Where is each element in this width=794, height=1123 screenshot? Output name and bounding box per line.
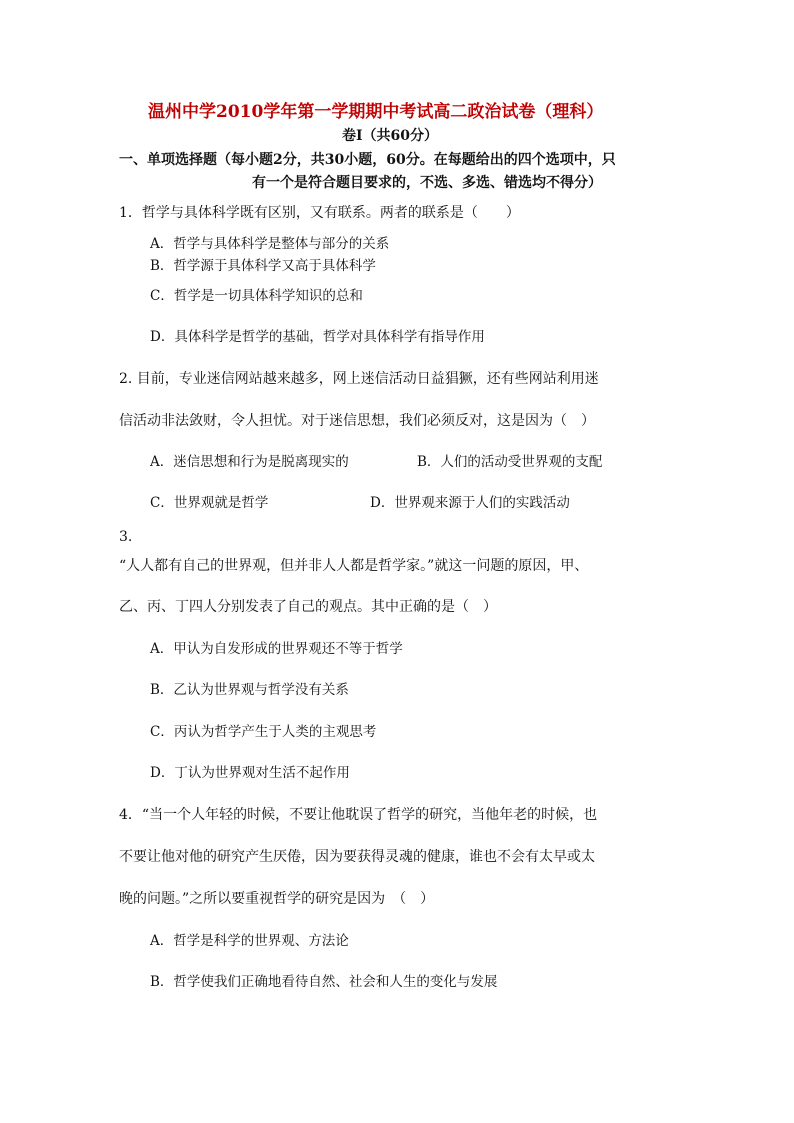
question-2-option-a: A．迷信思想和行为是脱离现实的: [150, 454, 349, 470]
question-3-number: 3.: [119, 529, 133, 545]
section-heading-line-1: 一、单项选择题（每小题2分，共30小题，60分。在每题给出的四个选项中，只: [119, 152, 616, 168]
question-2-option-d: D．世界观来源于人们的实践活动: [370, 495, 570, 511]
question-1-option-d: D．具体科学是哲学的基础，哲学对具体科学有指导作用: [150, 329, 485, 345]
question-4-stem-line-1: 4．“当一个人年轻的时候，不要让他耽误了哲学的研究，当他年老的时候，也: [119, 807, 598, 823]
question-2-stem-line-2: 信活动非法敛财，令人担忧。对于迷信思想，我们必须反对，这是因为（ ）: [119, 413, 595, 429]
question-3-option-d: D．丁认为世界观对生活不起作用: [150, 765, 350, 781]
question-3-option-c: C．丙认为哲学产生于人类的主观思考: [150, 724, 377, 740]
exam-title: 温州中学2010学年第一学期期中考试高二政治试卷（理科）: [148, 102, 604, 122]
question-3-option-a: A．甲认为自发形成的世界观还不等于哲学: [150, 641, 403, 657]
question-3-stem-line-2: 乙、丙、丁四人分别发表了自己的观点。其中正确的是（ ）: [119, 599, 497, 615]
question-4-option-b: B．哲学使我们正确地看待自然、社会和人生的变化与发展: [150, 974, 498, 990]
question-2-option-b: B．人们的活动受世界观的支配: [417, 454, 603, 470]
question-2-option-c: C．世界观就是哲学: [150, 495, 269, 511]
question-1-option-c: C．哲学是一切具体科学知识的总和: [150, 288, 363, 304]
question-1-option-b: B．哲学源于具体科学又高于具体科学: [150, 258, 376, 274]
question-3-stem-line-1: “人人都有自己的世界观，但并非人人都是哲学家。”就这一问题的原因，甲、: [119, 558, 589, 574]
question-1-option-a: A．哲学与具体科学是整体与部分的关系: [150, 236, 390, 252]
question-4-stem-line-2: 不要让他对他的研究产生厌倦，因为要获得灵魂的健康，谁也不会有太早或太: [119, 849, 595, 865]
question-2-stem-line-1: 2. 目前，专业迷信网站越来越多，网上迷信活动日益猖獗，还有些网站利用迷: [119, 371, 599, 387]
question-3-option-b: B．乙认为世界观与哲学没有关系: [150, 682, 349, 698]
question-4-stem-line-3: 晚的问题。”之所以要重视哲学的研究是因为 （ ）: [119, 891, 435, 907]
section-heading-line-2: 有一个是符合题目要求的，不选、多选、错选均不得分）: [252, 175, 602, 191]
paper-subtitle: 卷Ⅰ（共60分）: [342, 128, 439, 144]
question-4-option-a: A．哲学是科学的世界观、方法论: [150, 933, 349, 949]
question-1-stem: 1．哲学与具体科学既有区别，又有联系。两者的联系是（ ）: [119, 205, 520, 221]
